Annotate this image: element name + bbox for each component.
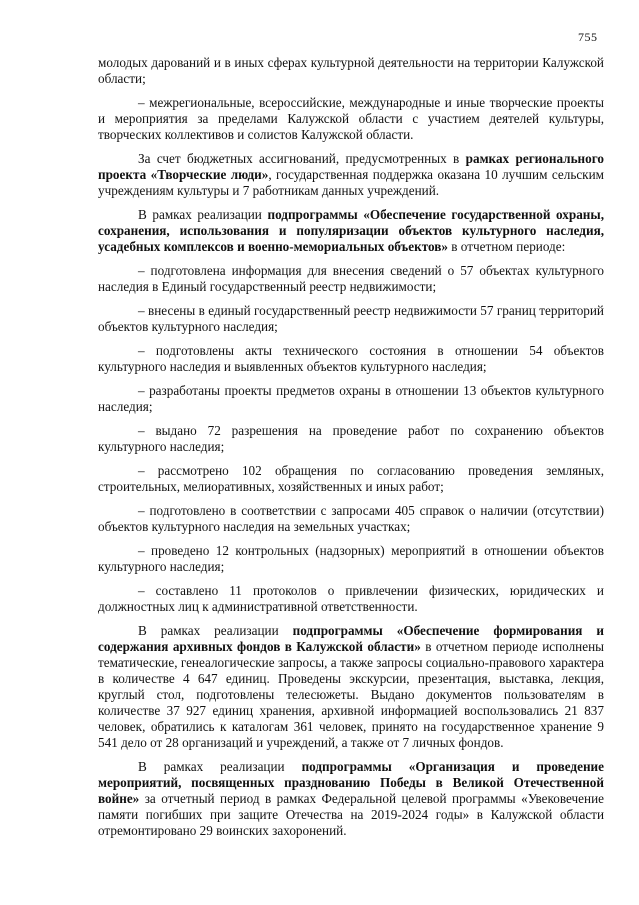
paragraph xyxy=(98,151,604,199)
text-run: в отчетном периоде исполнены тематические, генеалогические запросы, а также запросы социально-правового характера в количестве 4 647 единиц. Проведены экскурсии, презентация, выставка, лекция, круглый стол, подготовлены телесюжеты. Выдано документов пользователям в количестве 37 927 единиц хранения, архивной информацией воспользовались 21 837 человек, обратились к каталогам 361 человек, принято на государственное хранение 9 541 дело от 28 организаций и учреждений, а также от 7 личных фондов. xyxy=(98,639,604,750)
paragraph xyxy=(98,303,604,335)
text-run: за отчетный период в рамках Федеральной целевой программы «Увековечение памяти погибших при защите Отечества на 2019-2024 годы» в Калужской области отремонтировано 29 воинских захоронений. xyxy=(98,791,604,838)
paragraph xyxy=(98,423,604,455)
paragraph xyxy=(98,463,604,495)
bold-text: подпрограммы «Обеспечение формирования и содержания архивных фондов в Калужской области» xyxy=(98,623,604,654)
text-run: В рамках реализации xyxy=(138,207,268,222)
text-run: В рамках реализации xyxy=(138,759,302,774)
text-run: – подготовлено в соответствии с запросами 405 справок о наличии (отсутствии) объектов культурного наследия на земельных участках; xyxy=(98,503,604,534)
paragraph xyxy=(98,583,604,615)
text-run: – составлено 11 протоколов о привлечении физических, юридических и должностных лиц к административной ответственности. xyxy=(98,583,604,614)
text-run: молодых дарований и в иных сферах культурной деятельности на территории Калужской области; xyxy=(98,55,604,86)
text-run: За счет бюджетных ассигнований, предусмотренных в xyxy=(138,151,466,166)
text-run: , государственная поддержка оказана 10 лучшим сельским учреждениям культуры и 7 работникам данных учреждений. xyxy=(98,167,604,198)
paragraph xyxy=(98,95,604,143)
bold-text: рамках регионального проекта «Творческие люди» xyxy=(98,151,604,182)
paragraph xyxy=(98,263,604,295)
bold-text: подпрограммы «Организация и проведение мероприятий, посвященных празднованию Победы в Великой Отечественной войне» xyxy=(98,759,604,806)
text-run: – внесены в единый государственный реестр недвижимости 57 границ территорий объектов культурного наследия; xyxy=(98,303,604,334)
text-run: в отчетном периоде: xyxy=(447,239,566,254)
paragraph xyxy=(98,207,604,255)
text-run: – рассмотрено 102 обращения по согласованию проведения земляных, строительных, мелиоративных, хозяйственных и иных работ; xyxy=(98,463,604,494)
paragraph xyxy=(98,55,604,87)
text-run: – разработаны проекты предметов охраны в отношении 13 объектов культурного наследия; xyxy=(98,383,604,414)
paragraph xyxy=(98,343,604,375)
document-body xyxy=(98,55,604,847)
text-run: – проведено 12 контрольных (надзорных) мероприятий в отношении объектов культурного наследия; xyxy=(98,543,604,574)
text-run: – межрегиональные, всероссийские, международные и иные творческие проекты и мероприятия за пределами Калужской области с участием деятелей культуры, творческих коллективов и солистов Калужской области. xyxy=(98,95,604,142)
text-run: – подготовлена информация для внесения сведений о 57 объектах культурного наследия в Единый государственный реестр недвижимости; xyxy=(98,263,604,294)
text-run: – выдано 72 разрешения на проведение работ по сохранению объектов культурного наследия; xyxy=(98,423,604,454)
text-run: – подготовлены акты технического состояния в отношении 54 объектов культурного наследия и выявленных объектов культурного наследия; xyxy=(98,343,604,374)
page-number: 755 xyxy=(578,30,598,44)
paragraph xyxy=(98,383,604,415)
paragraph xyxy=(98,623,604,751)
paragraph xyxy=(98,503,604,535)
bold-text: подпрограммы «Обеспечение государственной охраны, сохранения, использования и популяризации объектов культурного наследия, усадебных комплексов и военно-мемориальных объектов» xyxy=(98,207,604,254)
paragraph xyxy=(98,759,604,839)
text-run: В рамках реализации xyxy=(138,623,293,638)
paragraph xyxy=(98,543,604,575)
